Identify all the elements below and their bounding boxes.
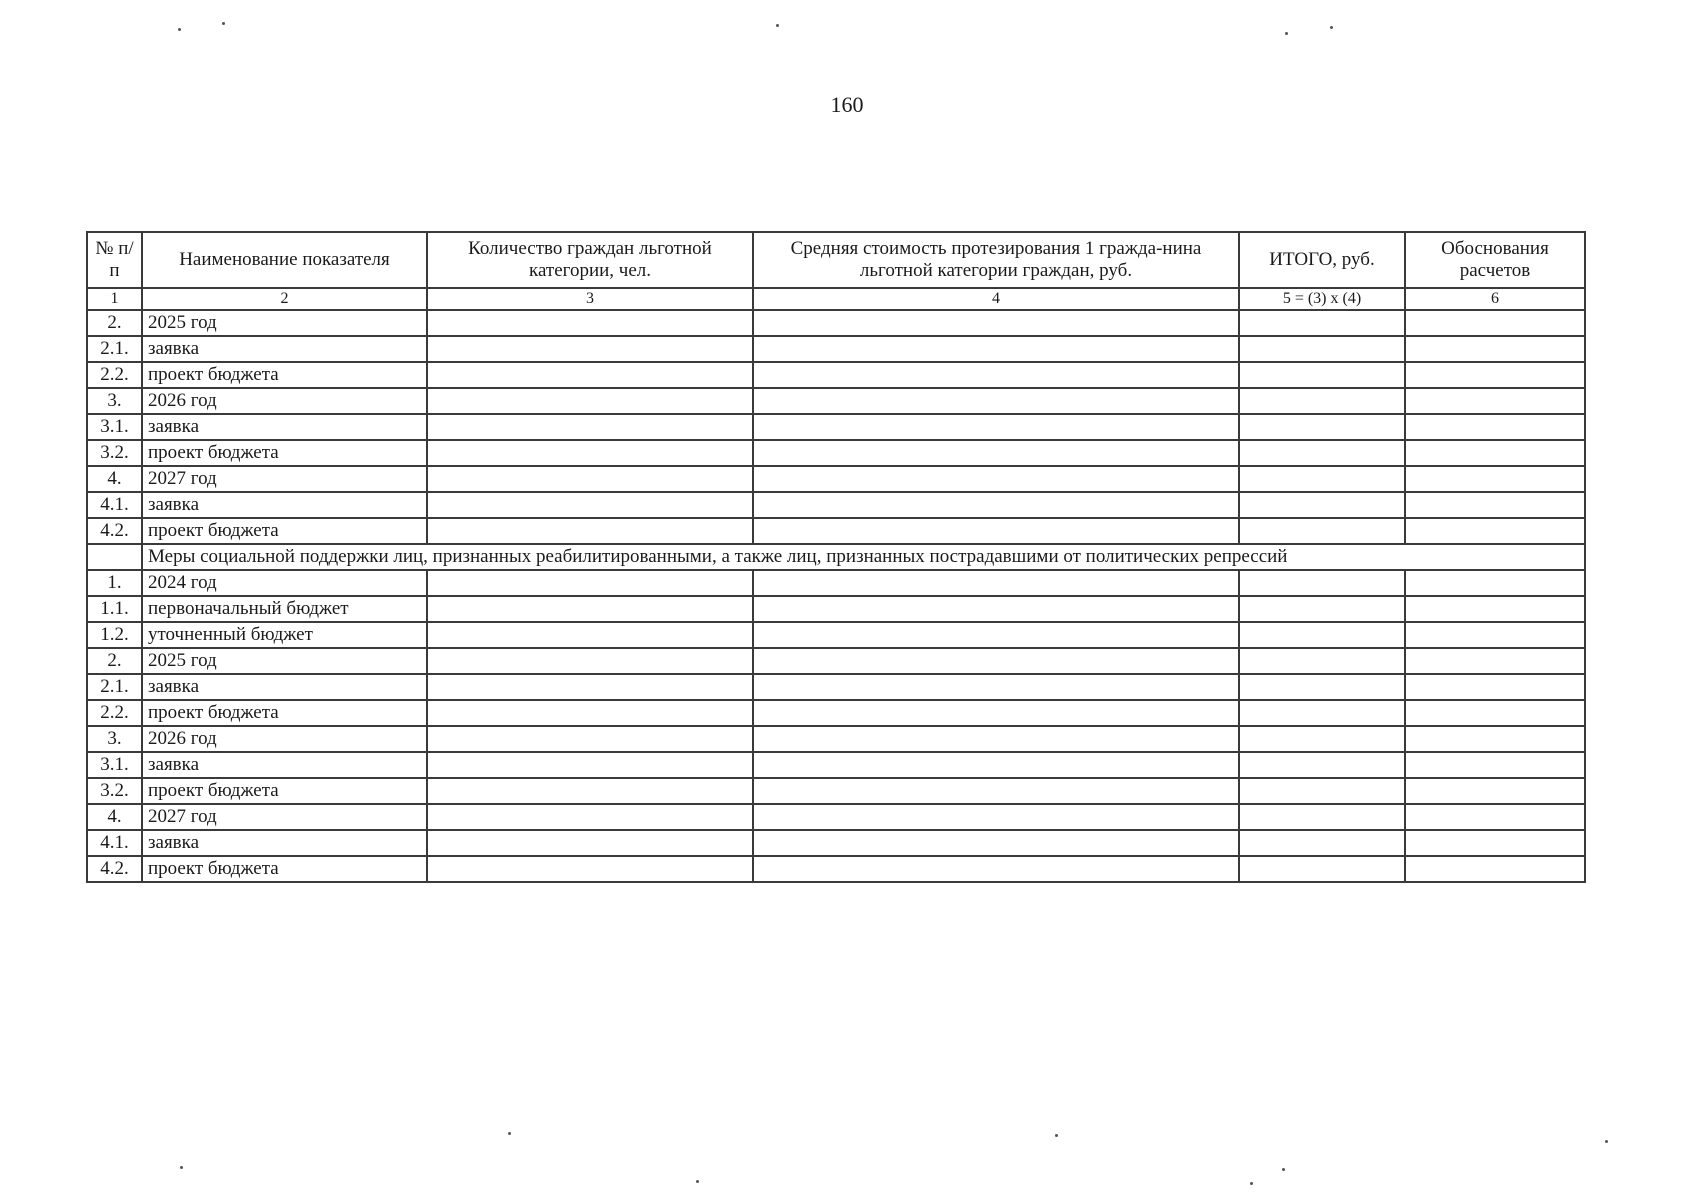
empty-cell bbox=[1239, 700, 1405, 726]
empty-cell bbox=[1239, 726, 1405, 752]
empty-cell bbox=[1405, 778, 1585, 804]
empty-cell bbox=[1405, 310, 1585, 336]
row-number: 3.1. bbox=[87, 414, 142, 440]
table-row bbox=[87, 648, 1585, 674]
page-number: 160 bbox=[830, 92, 864, 117]
empty-cell bbox=[1239, 648, 1405, 674]
header-cell: Количество граждан льготной категории, чел. bbox=[427, 232, 753, 288]
row-number: 4.2. bbox=[87, 518, 142, 544]
empty-cell bbox=[1405, 466, 1585, 492]
scan-speck bbox=[222, 22, 225, 25]
empty-cell bbox=[1405, 622, 1585, 648]
empty-cell bbox=[753, 310, 1239, 336]
empty-cell bbox=[1405, 596, 1585, 622]
empty-cell bbox=[427, 804, 753, 830]
row-number: 1. bbox=[87, 570, 142, 596]
empty-cell bbox=[753, 778, 1239, 804]
empty-cell bbox=[1239, 362, 1405, 388]
table-row bbox=[87, 570, 1585, 596]
index-cell: 1 bbox=[87, 288, 142, 310]
empty-cell bbox=[753, 752, 1239, 778]
table-row bbox=[87, 492, 1585, 518]
table-row bbox=[87, 674, 1585, 700]
empty-cell bbox=[1405, 362, 1585, 388]
empty-cell bbox=[1239, 466, 1405, 492]
budget-table bbox=[86, 231, 1586, 883]
empty-cell bbox=[753, 440, 1239, 466]
row-name: 2026 год bbox=[142, 388, 427, 414]
header-cell: Обоснования расчетов bbox=[1405, 232, 1585, 288]
empty-cell bbox=[1405, 726, 1585, 752]
row-name: заявка bbox=[142, 752, 427, 778]
empty-cell bbox=[1405, 414, 1585, 440]
empty-cell bbox=[427, 778, 753, 804]
empty-cell bbox=[1405, 648, 1585, 674]
row-name: заявка bbox=[142, 830, 427, 856]
empty-cell bbox=[1405, 752, 1585, 778]
empty-cell bbox=[753, 466, 1239, 492]
row-name: проект бюджета bbox=[142, 700, 427, 726]
row-name: заявка bbox=[142, 414, 427, 440]
empty-cell bbox=[1239, 830, 1405, 856]
row-name: проект бюджета bbox=[142, 362, 427, 388]
empty-cell bbox=[427, 622, 753, 648]
empty-cell bbox=[1405, 492, 1585, 518]
empty-cell bbox=[427, 856, 753, 882]
table-row bbox=[87, 700, 1585, 726]
empty-cell bbox=[753, 804, 1239, 830]
empty-cell bbox=[1405, 440, 1585, 466]
table-row bbox=[87, 336, 1585, 362]
empty-cell bbox=[753, 622, 1239, 648]
empty-cell bbox=[1405, 570, 1585, 596]
empty-cell bbox=[427, 700, 753, 726]
empty-cell bbox=[753, 700, 1239, 726]
row-number: 4. bbox=[87, 466, 142, 492]
empty-cell bbox=[753, 388, 1239, 414]
empty-cell bbox=[427, 726, 753, 752]
empty-cell bbox=[753, 336, 1239, 362]
row-name: проект бюджета bbox=[142, 856, 427, 882]
row-name: 2027 год bbox=[142, 804, 427, 830]
table-row bbox=[87, 830, 1585, 856]
row-number: 2. bbox=[87, 648, 142, 674]
index-cell: 4 bbox=[753, 288, 1239, 310]
scan-speck bbox=[1285, 32, 1288, 35]
empty-cell bbox=[1405, 388, 1585, 414]
scan-speck bbox=[1250, 1182, 1253, 1185]
row-number: 2.2. bbox=[87, 700, 142, 726]
empty-cell bbox=[427, 492, 753, 518]
row-number: 3.2. bbox=[87, 778, 142, 804]
row-name: уточненный бюджет bbox=[142, 622, 427, 648]
empty-cell bbox=[753, 362, 1239, 388]
header-cell: Наименование показателя bbox=[142, 232, 427, 288]
empty-cell bbox=[753, 414, 1239, 440]
empty-cell bbox=[427, 648, 753, 674]
header-cell: Средняя стоимость протезирования 1 гражда-нина льготной категории граждан, руб. bbox=[753, 232, 1239, 288]
scan-speck bbox=[1605, 1140, 1608, 1143]
empty-cell bbox=[1239, 856, 1405, 882]
empty-cell bbox=[1239, 804, 1405, 830]
empty-cell bbox=[753, 570, 1239, 596]
scan-speck bbox=[508, 1132, 511, 1135]
empty-cell bbox=[427, 596, 753, 622]
row-name: 2027 год bbox=[142, 466, 427, 492]
row-name: заявка bbox=[142, 492, 427, 518]
row-name: проект бюджета bbox=[142, 440, 427, 466]
empty-cell bbox=[1239, 492, 1405, 518]
header-cell: ИТОГО, руб. bbox=[1239, 232, 1405, 288]
empty-cell bbox=[1239, 388, 1405, 414]
table-row bbox=[87, 466, 1585, 492]
empty-cell bbox=[1405, 518, 1585, 544]
row-number: 4.2. bbox=[87, 856, 142, 882]
empty-cell bbox=[427, 310, 753, 336]
table-row bbox=[87, 310, 1585, 336]
row-name: заявка bbox=[142, 336, 427, 362]
index-cell: 5 = (3) x (4) bbox=[1239, 288, 1405, 310]
row-name: 2025 год bbox=[142, 310, 427, 336]
section-title: Меры социальной поддержки лиц, признанных реабилитированными, а также лиц, признанных пострадавшими от политических репрессий bbox=[142, 544, 1585, 570]
empty-cell bbox=[427, 518, 753, 544]
empty-cell bbox=[1239, 310, 1405, 336]
index-cell: 3 bbox=[427, 288, 753, 310]
row-name: 2026 год bbox=[142, 726, 427, 752]
empty-cell bbox=[427, 440, 753, 466]
empty-cell bbox=[1239, 752, 1405, 778]
table-row bbox=[87, 440, 1585, 466]
row-number: 1.2. bbox=[87, 622, 142, 648]
empty-cell bbox=[1239, 596, 1405, 622]
empty-cell bbox=[427, 830, 753, 856]
empty-cell bbox=[427, 752, 753, 778]
column-index-row bbox=[87, 288, 1585, 310]
row-name: 2024 год bbox=[142, 570, 427, 596]
empty-cell bbox=[753, 648, 1239, 674]
empty-cell bbox=[1239, 414, 1405, 440]
empty-cell bbox=[1405, 674, 1585, 700]
scan-speck bbox=[776, 24, 779, 27]
row-number: 3.2. bbox=[87, 440, 142, 466]
scan-speck bbox=[1282, 1168, 1285, 1171]
scan-speck bbox=[696, 1180, 699, 1183]
row-name: проект бюджета bbox=[142, 518, 427, 544]
row-number: 4.1. bbox=[87, 492, 142, 518]
table-row bbox=[87, 778, 1585, 804]
table-row bbox=[87, 596, 1585, 622]
row-number: 3.1. bbox=[87, 752, 142, 778]
scan-speck bbox=[1330, 26, 1333, 29]
index-cell: 2 bbox=[142, 288, 427, 310]
empty-cell bbox=[1239, 674, 1405, 700]
empty-cell bbox=[1405, 856, 1585, 882]
table-body bbox=[87, 310, 1585, 882]
empty-cell bbox=[753, 518, 1239, 544]
scan-speck bbox=[1055, 1134, 1058, 1137]
index-cell: 6 bbox=[1405, 288, 1585, 310]
empty-cell bbox=[1405, 804, 1585, 830]
empty-cell bbox=[1239, 778, 1405, 804]
empty-cell bbox=[1239, 336, 1405, 362]
row-number: 2.2. bbox=[87, 362, 142, 388]
row-number: 4.1. bbox=[87, 830, 142, 856]
row-number: 2.1. bbox=[87, 674, 142, 700]
row-number: 2.1. bbox=[87, 336, 142, 362]
empty-cell bbox=[427, 336, 753, 362]
row-name: 2025 год bbox=[142, 648, 427, 674]
empty-cell bbox=[753, 830, 1239, 856]
table-row bbox=[87, 414, 1585, 440]
empty-cell bbox=[753, 726, 1239, 752]
empty-cell bbox=[753, 674, 1239, 700]
table-row bbox=[87, 388, 1585, 414]
row-name: заявка bbox=[142, 674, 427, 700]
empty-cell bbox=[427, 362, 753, 388]
row-name: проект бюджета bbox=[142, 778, 427, 804]
table-row bbox=[87, 752, 1585, 778]
empty-cell bbox=[427, 414, 753, 440]
empty-cell bbox=[1239, 622, 1405, 648]
empty-cell bbox=[753, 596, 1239, 622]
empty-cell bbox=[1239, 570, 1405, 596]
table-row bbox=[87, 518, 1585, 544]
table-row bbox=[87, 622, 1585, 648]
empty-cell bbox=[753, 856, 1239, 882]
empty-cell bbox=[1405, 336, 1585, 362]
table-row bbox=[87, 362, 1585, 388]
table-row bbox=[87, 726, 1585, 752]
row-number: 3. bbox=[87, 726, 142, 752]
empty-cell bbox=[427, 570, 753, 596]
table-row bbox=[87, 804, 1585, 830]
empty-cell bbox=[1239, 440, 1405, 466]
empty-cell bbox=[1405, 830, 1585, 856]
empty-cell bbox=[427, 466, 753, 492]
scan-speck bbox=[178, 28, 181, 31]
header-row bbox=[87, 232, 1585, 288]
empty-cell bbox=[753, 492, 1239, 518]
row-number: 2. bbox=[87, 310, 142, 336]
empty-cell bbox=[87, 544, 142, 570]
row-number: 3. bbox=[87, 388, 142, 414]
row-name: первоначальный бюджет bbox=[142, 596, 427, 622]
row-number: 1.1. bbox=[87, 596, 142, 622]
scan-speck bbox=[180, 1166, 183, 1169]
table-row bbox=[87, 856, 1585, 882]
empty-cell bbox=[1239, 518, 1405, 544]
empty-cell bbox=[1405, 700, 1585, 726]
section-row bbox=[87, 544, 1585, 570]
empty-cell bbox=[427, 674, 753, 700]
header-cell: № п/п bbox=[87, 232, 142, 288]
row-number: 4. bbox=[87, 804, 142, 830]
empty-cell bbox=[427, 388, 753, 414]
